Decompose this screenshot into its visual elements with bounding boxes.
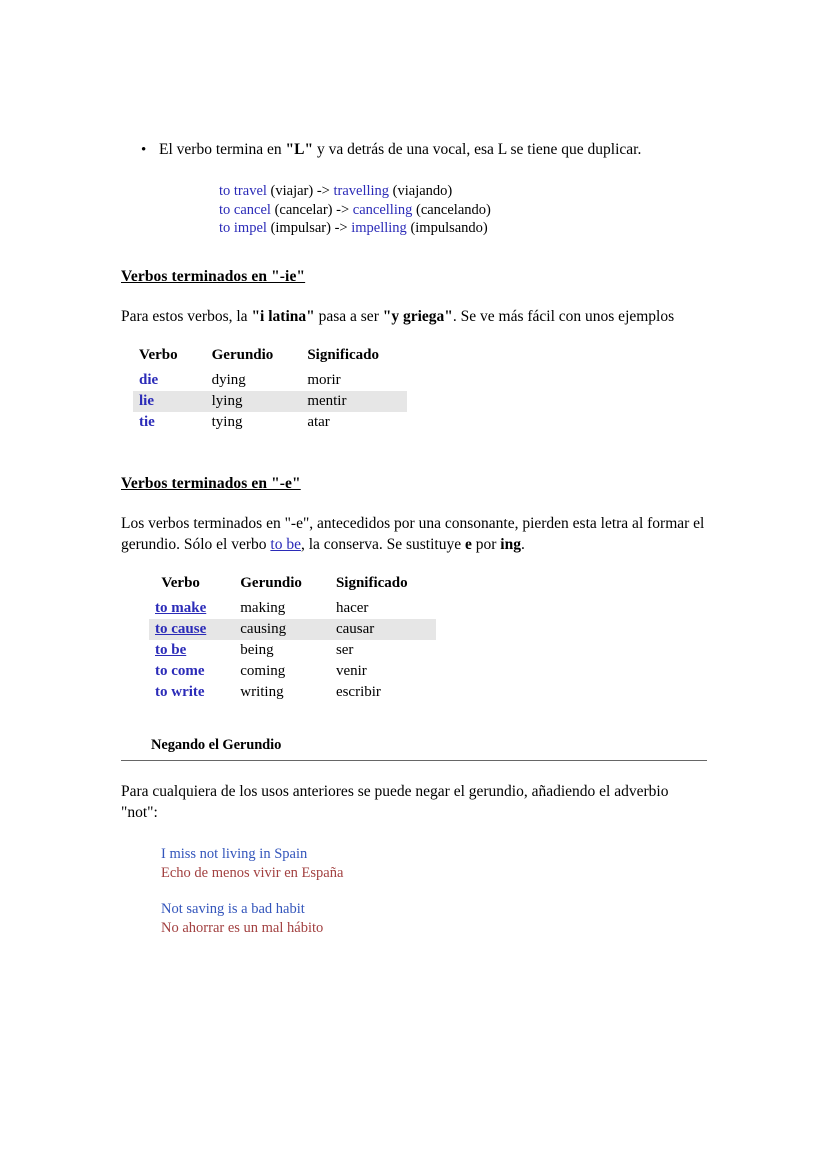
example-line (219, 201, 707, 220)
column-header-verbo: Verbo (161, 574, 200, 591)
para-e-bold-e: e (464, 535, 472, 553)
cell-gerund: tying (211, 413, 243, 430)
cell-gerund: dying (211, 371, 246, 388)
para-ie-e: . Se ve más fácil con unos ejemplos (452, 307, 675, 325)
table-header-row (149, 573, 436, 598)
table-row (133, 412, 407, 433)
cell-gerund: lying (206, 391, 302, 412)
column-header-gerundio: Gerundio (240, 574, 302, 591)
cell-meaning: ser (335, 641, 354, 658)
para-ie-a: Para estos verbos, la (121, 307, 252, 325)
para-e-a: Los verbos terminados en "-e", antecedidos por una consonante, pierden esta letra al formar el gerundio. Sólo el verbo (121, 514, 705, 553)
document-content (121, 140, 707, 939)
negation-examples (161, 845, 707, 939)
cell-gerund: making (240, 599, 286, 616)
negation-example-es: No ahorrar es un mal hábito (161, 920, 324, 936)
bullet-text-before: El verbo termina en (159, 141, 286, 158)
para-ie-c: pasa a ser (314, 307, 383, 325)
example-translation-1: (impulsar) -> (266, 220, 352, 236)
example-gerund-en: impelling (351, 220, 407, 236)
bullet-item-text (159, 140, 641, 160)
bullet-text-after: y va detrás de una vocal, esa L se tiene que duplicar. (313, 141, 642, 158)
cell-verb: tie (139, 413, 155, 430)
column-header-verbo: Verbo (139, 346, 178, 363)
cell-meaning: causar (330, 619, 436, 640)
cell-verb: die (139, 371, 159, 388)
example-line (219, 182, 707, 201)
para-e-c: por (471, 535, 501, 553)
para-ie-bold-y: "y griega" (382, 307, 453, 325)
cell-verb: lie (133, 391, 206, 412)
cell-verb: to come (155, 662, 205, 679)
para-e-bold-ing: ing (500, 535, 521, 553)
table-verbos-e (149, 573, 436, 703)
example-translation-1: (cancelar) -> (270, 201, 353, 218)
subsection-heading-negacion: Negando el Gerundio (151, 736, 282, 753)
column-header-gerundio: Gerundio (211, 346, 274, 363)
example-verb-en: to impel (219, 220, 267, 236)
example-gerund-en: travelling (333, 183, 390, 199)
cell-verb: to make (155, 599, 207, 616)
negation-example-en: Not saving is a bad habit (161, 900, 305, 917)
table-row (149, 661, 436, 682)
example-translation-2: (cancelando) (412, 201, 491, 218)
table-row (133, 370, 407, 391)
section-e-paragraph (121, 513, 707, 555)
table-row (149, 682, 436, 703)
cell-meaning: venir (335, 662, 367, 679)
table-row (149, 598, 436, 619)
negation-example-en: I miss not living in Spain (161, 845, 308, 862)
para-ie-bold-i: "i latina" (251, 307, 315, 325)
para-e-b: , la conserva. Se sustituye (300, 535, 465, 553)
section-heading-ie: Verbos terminados en "-ie" (121, 267, 306, 285)
bullet-point-icon: • (141, 142, 147, 158)
cell-meaning: hacer (335, 599, 369, 616)
examples-spacer (161, 884, 707, 900)
section-ie-paragraph (121, 306, 707, 327)
table-verbos-ie (133, 345, 407, 433)
cell-verb: to cause (149, 619, 234, 640)
table-row (149, 640, 436, 661)
bullet-item-double-l (141, 140, 707, 160)
horizontal-divider (121, 760, 707, 761)
example-translation-2: (viajando) (389, 183, 453, 199)
para-e-d: . (520, 535, 525, 553)
cell-gerund: coming (240, 662, 286, 679)
table-header-row (133, 345, 407, 370)
cell-verb: to be (155, 641, 187, 658)
examples-double-l (219, 182, 707, 238)
example-translation-1: (viajar) -> (266, 183, 334, 199)
negation-example-es: Echo de menos vivir en España (161, 865, 344, 881)
column-header-significado: Significado (307, 346, 379, 363)
negation-paragraph: Para cualquiera de los usos anteriores se puede negar el gerundio, añadiendo el adverbio "not": (121, 782, 669, 821)
example-translation-2: (impulsando) (406, 220, 488, 236)
cell-verb: to write (155, 683, 205, 700)
cell-meaning: atar (307, 413, 330, 430)
example-line (219, 219, 707, 238)
cell-meaning: morir (307, 371, 341, 388)
cell-gerund: causing (234, 619, 330, 640)
example-verb-en: to travel (219, 183, 267, 199)
bullet-bold-l: "L" (285, 141, 314, 158)
table-row (133, 391, 407, 412)
column-header-significado: Significado (335, 574, 408, 591)
link-to-be[interactable]: to be (270, 535, 301, 553)
example-verb-en: to cancel (219, 201, 271, 218)
cell-meaning: escribir (335, 683, 381, 700)
example-gerund-en: cancelling (352, 201, 413, 218)
table-row (149, 619, 436, 640)
cell-meaning: mentir (301, 391, 407, 412)
cell-gerund: writing (240, 683, 284, 700)
section-heading-e: Verbos terminados en "-e" (121, 474, 301, 492)
cell-gerund: being (240, 641, 274, 658)
